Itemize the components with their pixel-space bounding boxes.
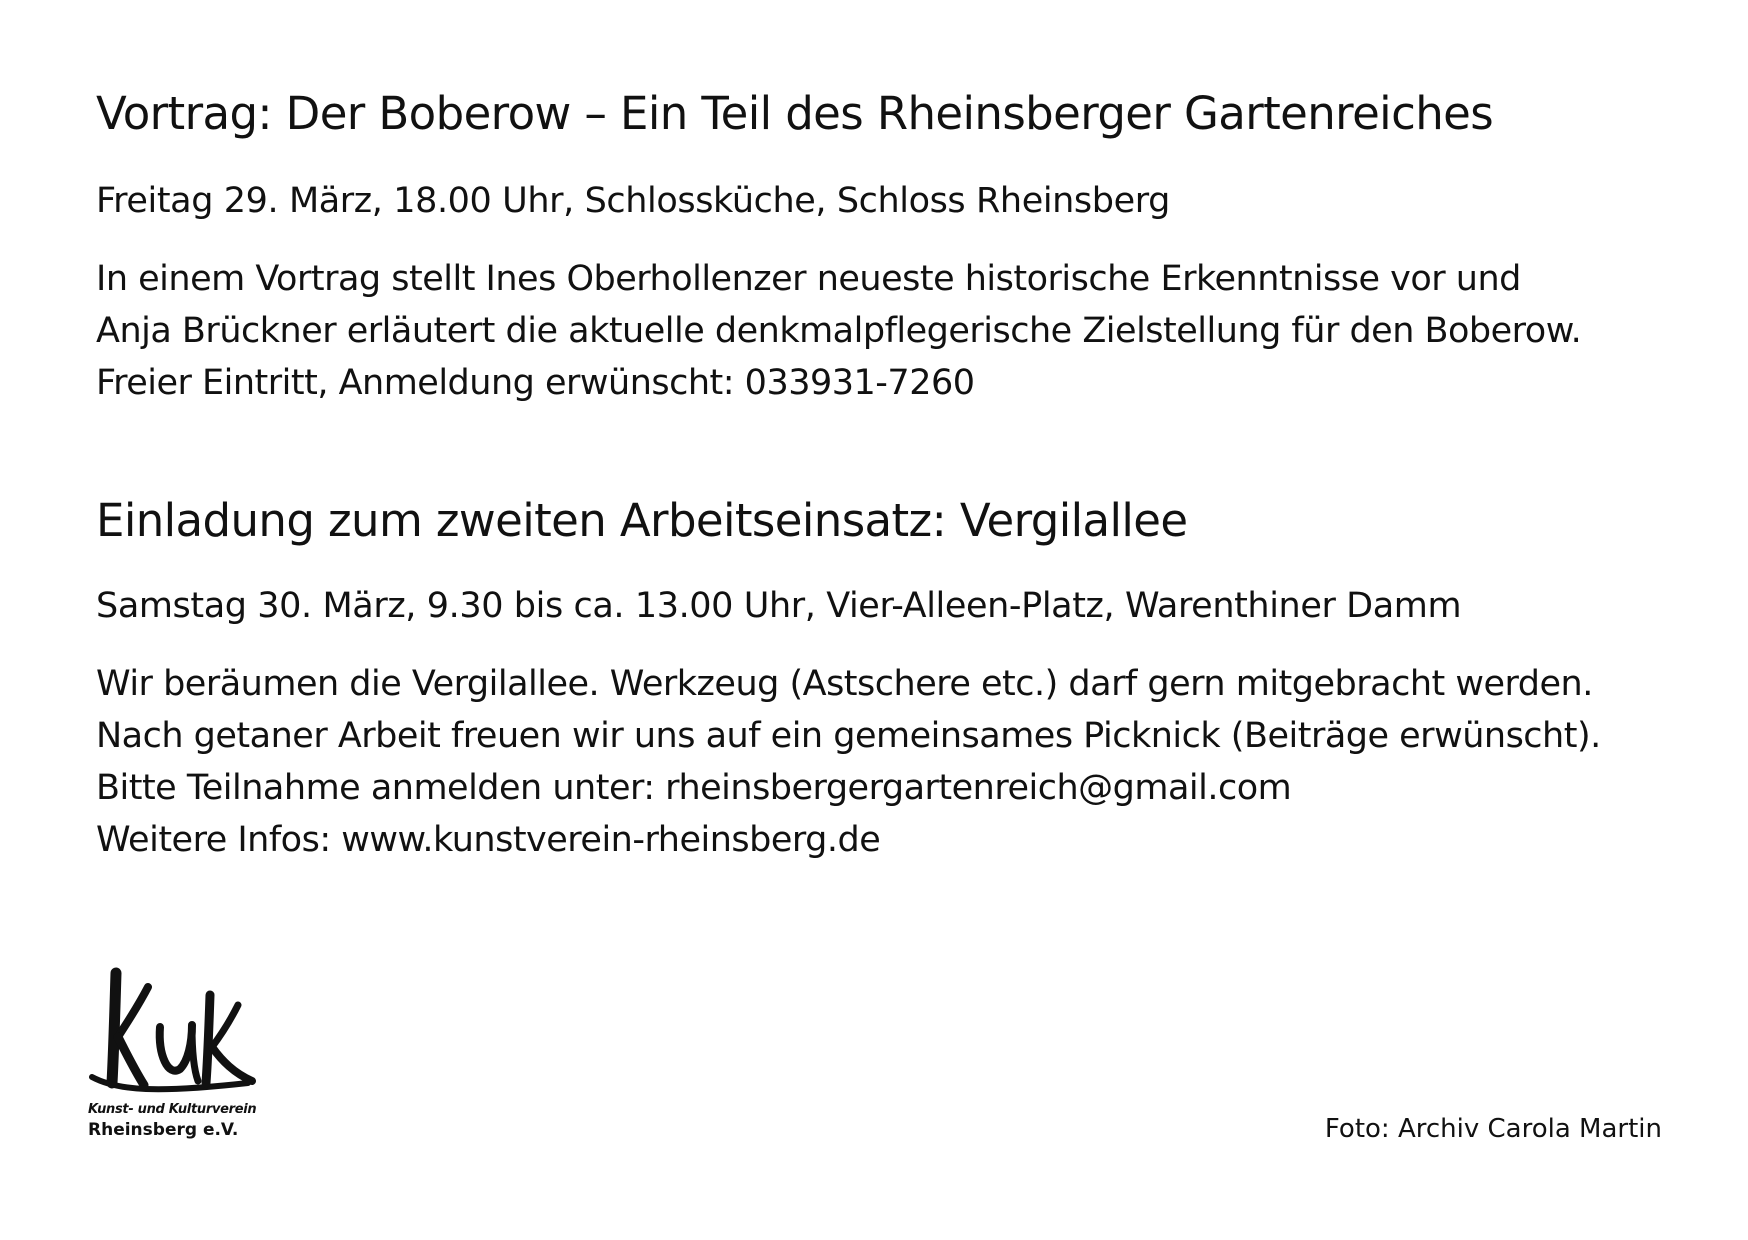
event-date-lecture: Freitag 29. März, 18.00 Uhr, Schlossküche, Schloss Rheinsberg [96, 181, 1170, 221]
event-title-work-day: Einladung zum zweiten Arbeitseinsatz: Vergilallee [96, 494, 1188, 547]
event-date-work-day: Samstag 30. März, 9.30 bis ca. 13.00 Uhr, Vier-Alleen-Platz, Warenthiner Damm [96, 586, 1462, 626]
kuk-logo [88, 965, 278, 1145]
event-description-lecture [96, 253, 1581, 409]
kuk-logo-mark [88, 965, 258, 1105]
registration-line: Freier Eintritt, Anmeldung erwünscht: 033931-7260 [96, 363, 975, 403]
logo-caption-association: Kunst- und Kulturverein [88, 1102, 257, 1117]
event-title-lecture: Vortrag: Der Boberow – Ein Teil des Rheinsberger Gartenreiches [96, 87, 1494, 140]
description-line: Wir beräumen die Vergilallee. Werkzeug (Astschere etc.) darf gern mitgebracht werden. [96, 664, 1593, 704]
description-line: Nach getaner Arbeit freuen wir uns auf ein gemeinsames Picknick (Beiträge erwünscht). [96, 716, 1601, 756]
website-line: Weitere Infos: www.kunstverein-rheinsberg.de [96, 820, 881, 860]
registration-email-line: Bitte Teilnahme anmelden unter: rheinsbergergartenreich@gmail.com [96, 768, 1292, 808]
photo-credit: Foto: Archiv Carola Martin [1324, 1114, 1662, 1144]
logo-caption-town: Rheinsberg e.V. [88, 1120, 239, 1140]
event-description-work-day [96, 658, 1601, 866]
description-line: In einem Vortrag stellt Ines Oberhollenzer neueste historische Erkenntnisse vor und [96, 259, 1521, 299]
description-line: Anja Brückner erläutert die aktuelle denkmalpflegerische Zielstellung für den Boberow. [96, 311, 1582, 351]
